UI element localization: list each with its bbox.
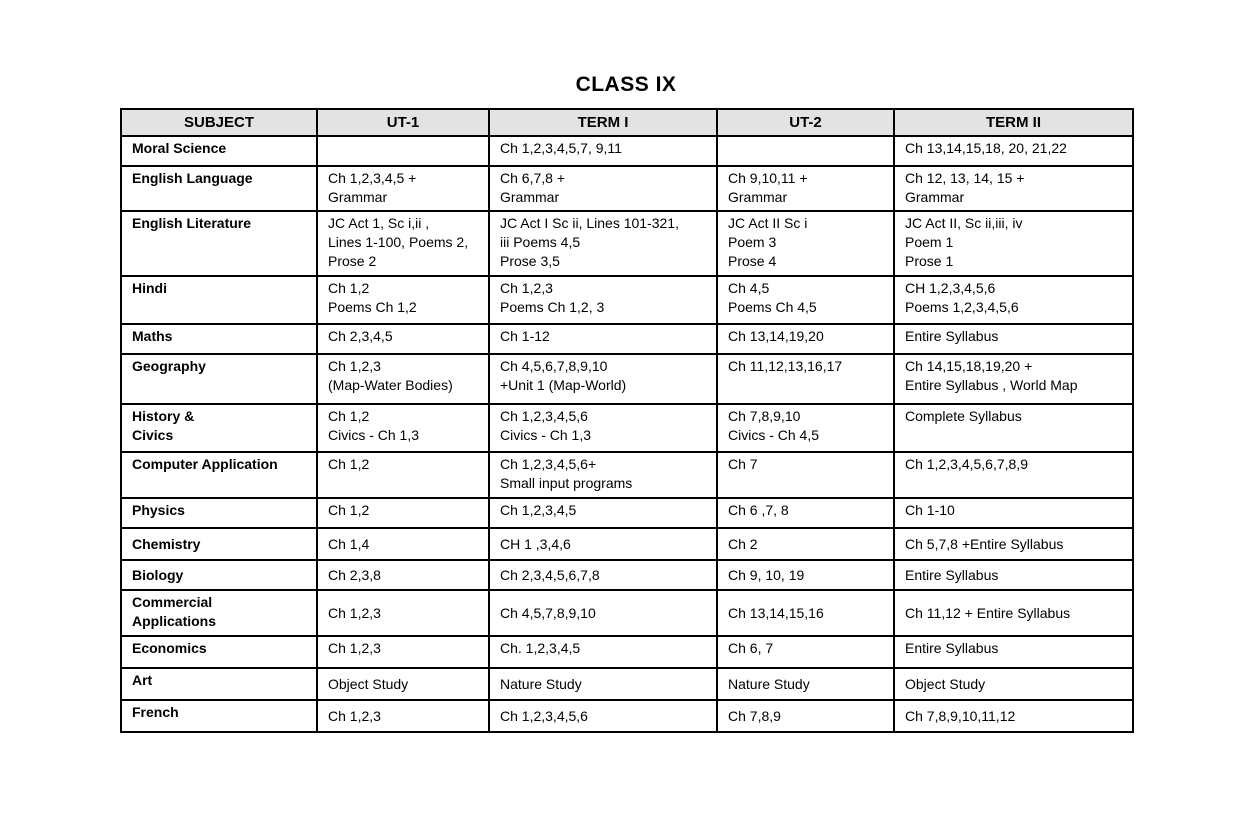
term1-cell: JC Act I Sc ii, Lines 101-321, iii Poems 4,5 Prose 3,5 bbox=[489, 211, 717, 276]
subject-cell: Maths bbox=[121, 324, 317, 354]
subject-cell: English Literature bbox=[121, 211, 317, 276]
subject-cell: Chemistry bbox=[121, 528, 317, 560]
term1-cell: Ch 1-12 bbox=[489, 324, 717, 354]
ut2-cell: Ch 13,14,19,20 bbox=[717, 324, 894, 354]
subject-cell: Biology bbox=[121, 560, 317, 590]
column-header-term1: TERM I bbox=[489, 109, 717, 136]
term1-cell: Ch 1,2,3,4,5,6+ Small input programs bbox=[489, 452, 717, 498]
term2-cell: Ch 11,12 + Entire Syllabus bbox=[894, 590, 1133, 636]
table-header bbox=[121, 109, 1133, 136]
term1-cell: Ch 1,2,3,4,5,6 Civics - Ch 1,3 bbox=[489, 404, 717, 452]
ut1-cell: Ch 2,3,4,5 bbox=[317, 324, 489, 354]
ut1-cell: Ch 1,2,3 bbox=[317, 636, 489, 668]
table-row bbox=[121, 166, 1133, 211]
table-row bbox=[121, 590, 1133, 636]
ut2-cell: Ch 6, 7 bbox=[717, 636, 894, 668]
term1-cell: Ch 1,2,3,4,5 bbox=[489, 498, 717, 528]
term2-cell: CH 1,2,3,4,5,6 Poems 1,2,3,4,5,6 bbox=[894, 276, 1133, 324]
table-row bbox=[121, 498, 1133, 528]
term2-cell: Ch 1,2,3,4,5,6,7,8,9 bbox=[894, 452, 1133, 498]
term1-cell: Ch 1,2,3,4,5,6 bbox=[489, 700, 717, 732]
ut2-cell: Ch 7 bbox=[717, 452, 894, 498]
subject-cell: Hindi bbox=[121, 276, 317, 324]
term2-cell: Entire Syllabus bbox=[894, 324, 1133, 354]
subject-cell: Commercial Applications bbox=[121, 590, 317, 636]
table-row bbox=[121, 700, 1133, 732]
subject-cell: Geography bbox=[121, 354, 317, 404]
syllabus-table bbox=[120, 108, 1134, 733]
term2-cell: Ch 14,15,18,19,20 + Entire Syllabus , World Map bbox=[894, 354, 1133, 404]
term2-cell: Object Study bbox=[894, 668, 1133, 700]
subject-cell: Moral Science bbox=[121, 136, 317, 166]
subject-cell: Physics bbox=[121, 498, 317, 528]
ut1-cell bbox=[317, 136, 489, 166]
table-row bbox=[121, 560, 1133, 590]
term1-cell: Ch 4,5,7,8,9,10 bbox=[489, 590, 717, 636]
column-header-subject: SUBJECT bbox=[121, 109, 317, 136]
table-row bbox=[121, 211, 1133, 276]
header-row bbox=[121, 109, 1133, 136]
ut2-cell: JC Act II Sc i Poem 3 Prose 4 bbox=[717, 211, 894, 276]
table-row bbox=[121, 354, 1133, 404]
term1-cell: Ch 1,2,3 Poems Ch 1,2, 3 bbox=[489, 276, 717, 324]
ut2-cell: Ch 11,12,13,16,17 bbox=[717, 354, 894, 404]
table-row bbox=[121, 452, 1133, 498]
ut1-cell: Ch 1,2 Poems Ch 1,2 bbox=[317, 276, 489, 324]
table-row bbox=[121, 636, 1133, 668]
term2-cell: JC Act II, Sc ii,iii, iv Poem 1 Prose 1 bbox=[894, 211, 1133, 276]
ut2-cell bbox=[717, 136, 894, 166]
ut1-cell: JC Act 1, Sc i,ii , Lines 1-100, Poems 2, Prose 2 bbox=[317, 211, 489, 276]
ut1-cell: Ch 1,4 bbox=[317, 528, 489, 560]
ut1-cell: Ch 1,2,3,4,5 + Grammar bbox=[317, 166, 489, 211]
term2-cell: Ch 5,7,8 +Entire Syllabus bbox=[894, 528, 1133, 560]
ut1-cell: Ch 1,2 bbox=[317, 452, 489, 498]
ut1-cell: Ch 1,2 Civics - Ch 1,3 bbox=[317, 404, 489, 452]
ut1-cell: Ch 2,3,8 bbox=[317, 560, 489, 590]
term1-cell: Ch 1,2,3,4,5,7, 9,11 bbox=[489, 136, 717, 166]
ut2-cell: Ch 13,14,15,16 bbox=[717, 590, 894, 636]
term2-cell: Ch 7,8,9,10,11,12 bbox=[894, 700, 1133, 732]
table-row bbox=[121, 324, 1133, 354]
column-header-ut1: UT-1 bbox=[317, 109, 489, 136]
ut2-cell: Ch 9,10,11 + Grammar bbox=[717, 166, 894, 211]
subject-cell: Economics bbox=[121, 636, 317, 668]
table-body bbox=[121, 136, 1133, 732]
page-title: CLASS IX bbox=[575, 73, 677, 96]
subject-cell: History & Civics bbox=[121, 404, 317, 452]
term1-cell: Ch 6,7,8 + Grammar bbox=[489, 166, 717, 211]
subject-cell: Art bbox=[121, 668, 317, 700]
subject-cell: French bbox=[121, 700, 317, 732]
term1-cell: CH 1 ,3,4,6 bbox=[489, 528, 717, 560]
ut1-cell: Ch 1,2,3 bbox=[317, 700, 489, 732]
table-row bbox=[121, 668, 1133, 700]
table-row bbox=[121, 528, 1133, 560]
term1-cell: Ch. 1,2,3,4,5 bbox=[489, 636, 717, 668]
ut1-cell: Ch 1,2 bbox=[317, 498, 489, 528]
ut1-cell: Ch 1,2,3 bbox=[317, 590, 489, 636]
term2-cell: Entire Syllabus bbox=[894, 560, 1133, 590]
term2-cell: Entire Syllabus bbox=[894, 636, 1133, 668]
term2-cell: Ch 13,14,15,18, 20, 21,22 bbox=[894, 136, 1133, 166]
table-row bbox=[121, 136, 1133, 166]
column-header-term2: TERM II bbox=[894, 109, 1133, 136]
ut2-cell: Ch 7,8,9,10 Civics - Ch 4,5 bbox=[717, 404, 894, 452]
term2-cell: Complete Syllabus bbox=[894, 404, 1133, 452]
term1-cell: Nature Study bbox=[489, 668, 717, 700]
table-row bbox=[121, 404, 1133, 452]
ut2-cell: Nature Study bbox=[717, 668, 894, 700]
column-header-ut2: UT-2 bbox=[717, 109, 894, 136]
subject-cell: Computer Application bbox=[121, 452, 317, 498]
ut2-cell: Ch 2 bbox=[717, 528, 894, 560]
ut1-cell: Ch 1,2,3 (Map-Water Bodies) bbox=[317, 354, 489, 404]
term2-cell: Ch 12, 13, 14, 15 + Grammar bbox=[894, 166, 1133, 211]
ut2-cell: Ch 6 ,7, 8 bbox=[717, 498, 894, 528]
ut2-cell: Ch 4,5 Poems Ch 4,5 bbox=[717, 276, 894, 324]
term2-cell: Ch 1-10 bbox=[894, 498, 1133, 528]
ut2-cell: Ch 9, 10, 19 bbox=[717, 560, 894, 590]
table-row bbox=[121, 276, 1133, 324]
term1-cell: Ch 2,3,4,5,6,7,8 bbox=[489, 560, 717, 590]
ut1-cell: Object Study bbox=[317, 668, 489, 700]
subject-cell: English Language bbox=[121, 166, 317, 211]
ut2-cell: Ch 7,8,9 bbox=[717, 700, 894, 732]
term1-cell: Ch 4,5,6,7,8,9,10 +Unit 1 (Map-World) bbox=[489, 354, 717, 404]
